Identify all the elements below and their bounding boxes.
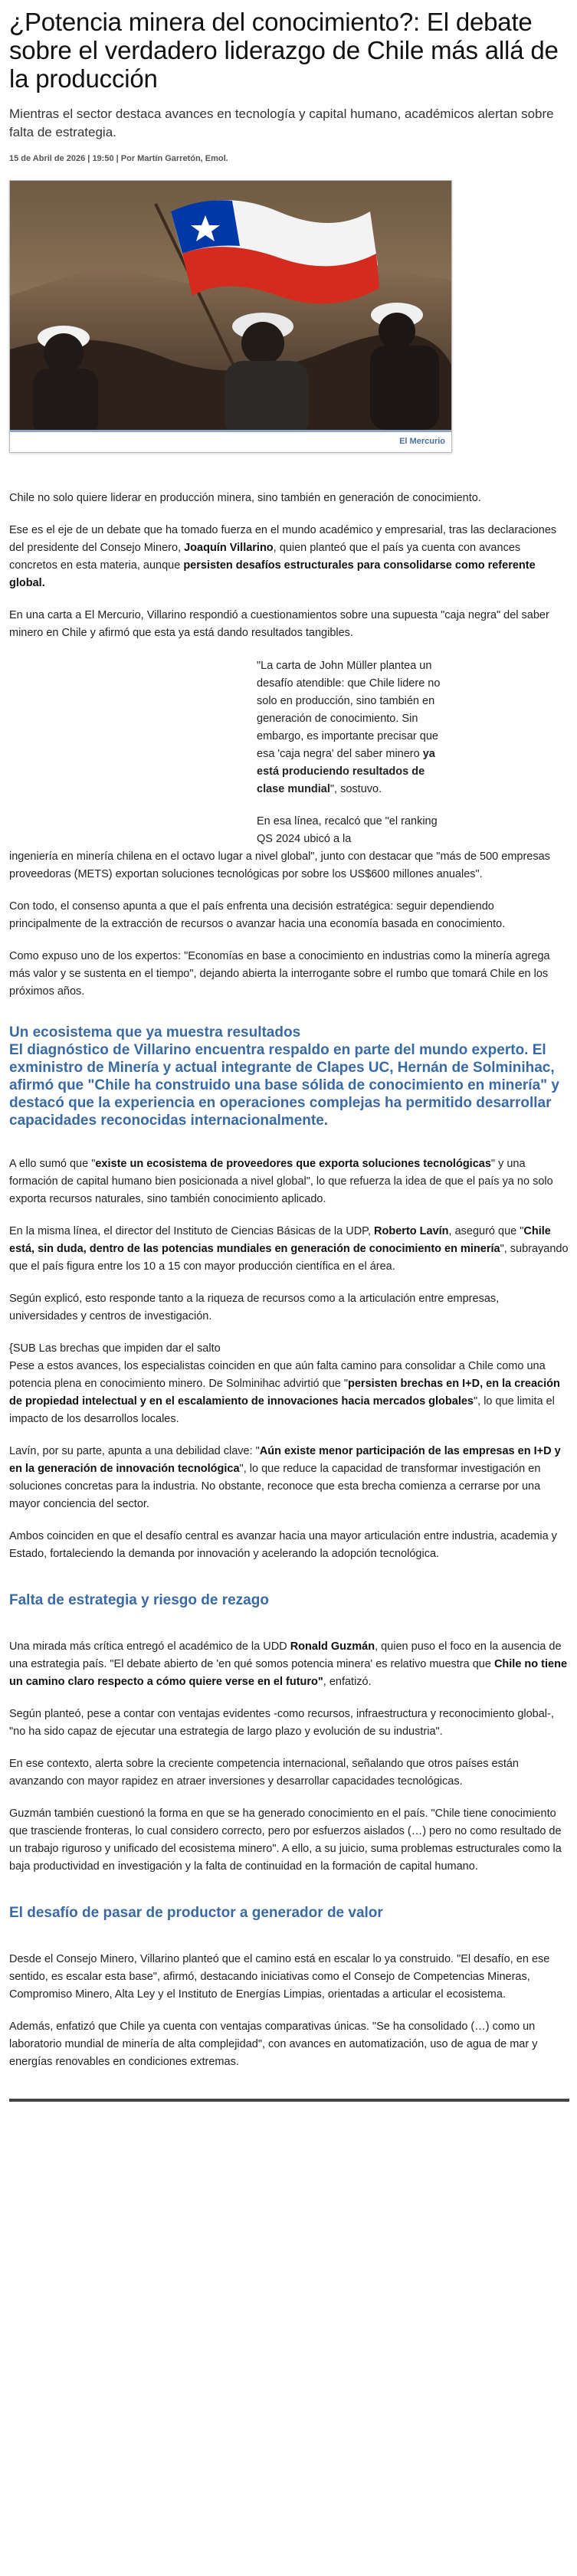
text: A ello sumó que " <box>9 1158 96 1170</box>
paragraph: Desde el Consejo Minero, Villarino planteó que el camino está en escalar lo ya construido. "El desafío, en ese sentido, es escalar esta base", afirmó, destacando iniciativas como el Consejo de Competencias Mineras, Compromiso Minero, Alta Ley y el Instituto de Energías Limpias, orientadas a articular el ecosistema. <box>9 1953 550 2001</box>
paragraph <box>9 522 569 592</box>
text: En la misma línea, el director del Instituto de Ciencias Básicas de la UDP, <box>9 1225 375 1237</box>
paragraph <box>9 1443 569 1513</box>
person-name: Roberto Lavín <box>374 1225 449 1237</box>
paragraph: Como expuso uno de los expertos: "Economías en base a conocimiento en industrias como la minería agrega más valor y se sustenta en el tiempo", dejando abierta la interrogante sobre el rumbo que tomará Chile en los próximos años. <box>9 950 550 998</box>
emphasis: persisten brechas en I+D, en la creación de propiedad intelectual y en el escalamiento de innovaciones hacia mercados globales <box>9 1378 560 1408</box>
emphasis: Chile está, sin duda, dentro de las potencias mundiales en generación de conocimiento en minería <box>9 1225 551 1255</box>
emphasis: Chile no tiene un camino claro respecto a cómo quiere verse en el futuro" <box>9 1658 568 1688</box>
text: , quien planteó que el país ya cuenta con avances concretos en esta materia, aunque <box>9 542 521 572</box>
article-subtitle: Mientras el sector destaca avances en tecnología y capital humano, académicos alertan sobre falta de estrategia. <box>9 107 554 139</box>
text: Lavín, por su parte, apunta a una debilidad clave: " <box>9 1445 260 1457</box>
heading-text: Un ecosistema que ya muestra resultados <box>9 1024 301 1041</box>
paragraph: Según explicó, esto responde tanto a la riqueza de recursos como a la articulación entre empresas, universidades y centros de investigación. <box>9 1293 500 1322</box>
text: " y una formación de capital humano bien posicionada a nivel global", lo que refuerza la idea de que el país ya no solo exporta recursos naturales, sino también conocimiento aplicado. <box>9 1158 553 1205</box>
miner-left <box>33 326 98 430</box>
indented-quote <box>257 657 448 798</box>
person-name: Joaquín Villarino <box>184 542 274 554</box>
emphasis: ya está produciendo resultados de clase mundial <box>257 748 435 795</box>
text: , aseguró que " <box>448 1225 524 1237</box>
emphasis: existe un ecosistema de proveedores que exporta soluciones tecnológicas <box>95 1158 491 1170</box>
section-heading: El desafío de pasar de productor a generador de valor <box>9 1905 383 1921</box>
article-photo[interactable] <box>9 180 452 453</box>
paragraph: Chile no solo quiere liderar en producción minera, sino también en generación de conocimiento. <box>9 492 481 504</box>
text: , enfatizó. <box>323 1676 372 1688</box>
text: , quien puso el foco en la ausencia de una estrategia país. "El debate abierto de 'en qué somos potencia minera' es relativo muestra que <box>9 1640 562 1670</box>
text: Pese a estos avances, los especialistas coinciden en que aún falta camino para consolidar a Chile como una potencia plena en conocimiento minero. De Solminihac advirtió que " <box>9 1360 546 1390</box>
miners-flag-image <box>10 181 451 430</box>
text: ", sostuvo. <box>329 783 382 795</box>
paragraph: Además, enfatizó que Chile ya cuenta con ventajas comparativas únicas. "Se ha consolidado (…) como un laboratorio mundial de minería de alta complejidad", con avances en automatización, uso de agua de mar y energías renovables en condiciones extremas. <box>9 2020 538 2068</box>
paragraph <box>9 1340 569 1428</box>
section-heading <box>9 1024 569 1041</box>
article-title: ¿Potencia minera del conocimiento?: El debate sobre el verdadero liderazgo de Chile más allá de la producción <box>9 8 559 93</box>
indented-quote-2: En esa línea, recalcó que "el ranking QS 2024 ubicó a la <box>257 815 438 845</box>
paragraph: Ambos coinciden en que el desafío central es avanzar hacia una mayor articulación entre industria, academia y Estado, fortaleciendo la demanda por innovación y acelerando la adopción tecnológica. <box>9 1530 557 1560</box>
emphasis: Aún existe menor participación de las empresas en I+D y en la generación de innovación tecnológica <box>9 1445 561 1475</box>
text: ", subrayando que el país figura entre los 10 a 15 con mayor producción científica en el área. <box>9 1243 569 1273</box>
paragraph <box>9 1638 569 1691</box>
paragraph: En ese contexto, alerta sobre la creciente competencia internacional, señalando que otros países están avanzando con mayor rapidez en atraer inversiones y desarrollar capacidades tecnológicas. <box>9 1758 519 1788</box>
paragraph: En una carta a El Mercurio, Villarino respondió a cuestionamientos sobre una supuesta "caja negra" del saber minero en Chile y afirmó que esta ya está dando resultados tangibles. <box>9 609 549 639</box>
text: ", lo que limita el impacto de los desarrollos locales. <box>9 1395 555 1425</box>
paragraph <box>9 1155 569 1208</box>
person-name: Ronald Guzmán <box>290 1640 375 1653</box>
paragraph <box>9 1223 569 1276</box>
quote-text: "La carta de John Müller plantea un desafío atendible: que Chile lidere no solo en producción, sino también en generación de conocimiento. Sin embargo, es importante precisar que esa 'caja negra' del saber minero <box>257 660 441 760</box>
paragraph: ingeniería en minería chilena en el octavo lugar a nivel global", junto con destacar que "más de 500 empresas proveedoras (METS) exportan soluciones tecnológicas por sobre los US$600 millones anuales". <box>9 850 550 880</box>
text: Ese es el eje de un debate que ha tomado fuerza en el mundo académico y empresarial, tras las declaraciones del presidente del Consejo Minero, <box>9 524 557 554</box>
paragraph: Guzmán también cuestionó la forma en que se ha generado conocimiento en el país. "Chile tiene conocimiento que trasciende fronteras, lo cual considero correcto, pero por esfuerzos aislados (…) pero no como resultado de un trabajo riguroso y unificado del ecosistema minero". A ello, a su juicio, suma problemas estructurales como la baja productividad en investigación y la falta de continuidad en la formación de capital humano. <box>9 1807 562 1873</box>
text: Una mirada más crítica entregó el académico de la UDD <box>9 1640 290 1653</box>
photo-credit: El Mercurio <box>10 430 451 452</box>
text: ", lo que reduce la capacidad de transformar investigación en soluciones concretas para la industria. No obstante, reconoce que esta brecha comienza a cerrarse por una mayor conciencia del sector. <box>9 1463 541 1510</box>
section-heading: Falta de estrategia y riesgo de rezago <box>9 1592 269 1608</box>
article-meta <box>9 154 569 163</box>
paragraph: Según planteó, pese a contar con ventajas evidentes -como recursos, infraestructura y reconocimiento global-, "no ha sido capaz de ejecutar una estrategia de largo plazo y evolución de su industria". <box>9 1708 554 1738</box>
paragraph: Con todo, el consenso apunta a que el país enfrenta una decisión estratégica: seguir dependiendo principalmente de la extracción de recursos o avanzar hacia una economía basada en conocimiento. <box>9 900 506 930</box>
bottom-divider <box>9 2099 569 2102</box>
section-lead: El diagnóstico de Villarino encuentra respaldo en parte del mundo experto. El exministro de Minería y actual integrante de Clapes UC, Hernán de Solminihac, afirmó que "Chile ha construido una base sólida de conocimiento en minería" y destacó que la experiencia en operaciones complejas ha permitido desarrollar capacidades reconocidas internacionalmente. <box>9 1042 559 1129</box>
text: {SUB Las brechas que impiden dar el salto <box>9 1342 221 1355</box>
emphasis: persisten desafíos estructurales para consolidarse como referente global. <box>9 559 536 589</box>
article-date: 15 de Abril de 2026 | 19:50 | Por Martín Garretón, Emol. <box>9 154 228 163</box>
